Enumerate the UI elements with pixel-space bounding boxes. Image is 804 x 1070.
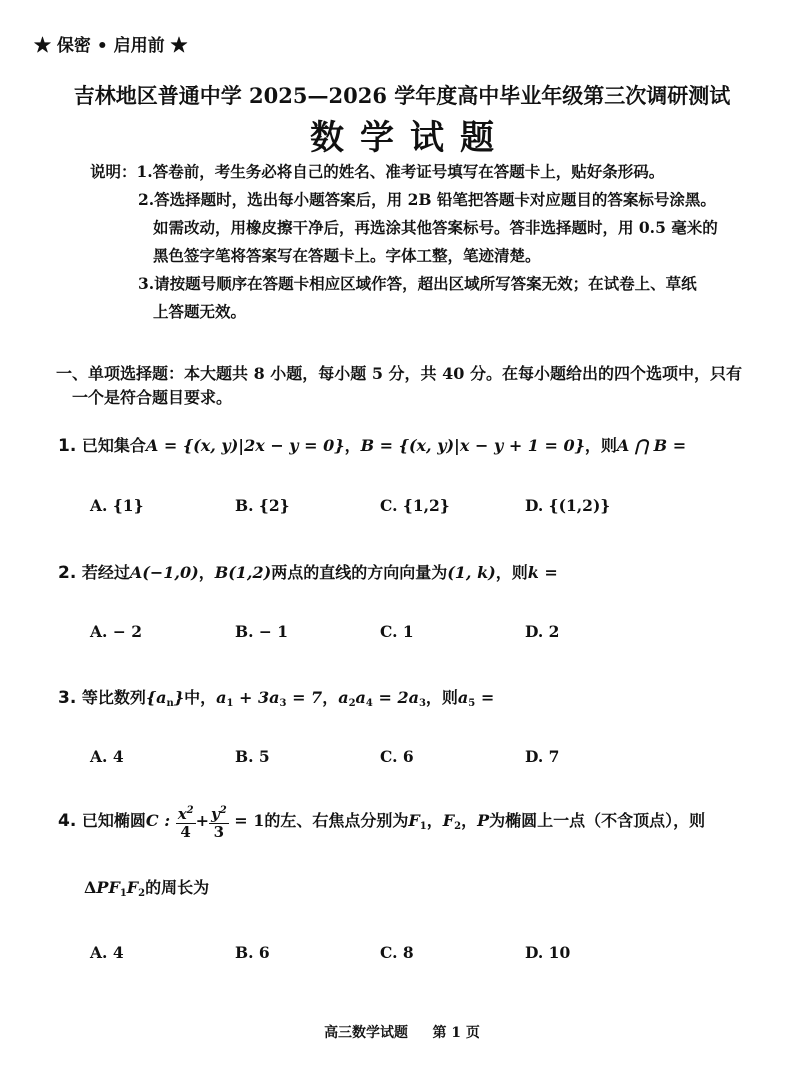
page-footer xyxy=(0,1022,804,1042)
option-a[interactable]: A. − 2 xyxy=(90,622,142,641)
option-a[interactable]: A. {1} xyxy=(90,496,144,515)
option-b[interactable]: B. {2} xyxy=(235,496,290,515)
question-text: ， xyxy=(344,436,361,455)
math-expression: $F_1$ xyxy=(408,811,427,832)
option-d[interactable]: D. 2 xyxy=(525,622,560,641)
question-text: 的周长为 xyxy=(145,878,210,897)
instruction-item: 1.答卷前，考生务必将自己的姓名、准考证号填写在答题卡上，贴好条形码。 xyxy=(136,162,665,181)
instruction-item: 3.请按题号顺序在答题卡相应区域作答，超出区域所写答案无效；在试卷上、草纸 xyxy=(138,274,697,293)
question-text: 的左、右焦点分别为 xyxy=(264,811,409,830)
instructions-label: 说明： xyxy=(90,162,137,181)
math-expression: A ⋂ B = xyxy=(616,436,687,455)
math-expression: + xyxy=(195,811,210,830)
question-number: 3. xyxy=(58,688,77,708)
option-b[interactable]: B. − 1 xyxy=(235,622,289,641)
instructions-line-1 xyxy=(90,160,664,182)
question-text: 两点的直线的方向向量为 xyxy=(271,563,448,582)
question-text: 已知椭圆 xyxy=(81,811,146,830)
math-expression: $a_1 + 3a_3 = 7$ xyxy=(216,688,323,709)
fraction: $\frac{x^2}{4}$ xyxy=(176,802,196,841)
math-expression: B = {(x, y)|x − y + 1 = 0} xyxy=(360,436,585,455)
math-expression: $\{a_n\}$ xyxy=(145,688,185,709)
question-number: 2. xyxy=(58,563,77,583)
section-heading-cont: 一个是符合题目要求。 xyxy=(72,388,233,407)
question-number: 1. xyxy=(58,436,77,456)
option-a[interactable]: A. 4 xyxy=(90,747,124,766)
math-expression: A = {(x, y)|2x − y = 0} xyxy=(145,436,345,455)
math-expression: $F_2$ xyxy=(442,811,462,832)
math-expression: $a_5$ = xyxy=(457,688,495,709)
question-2 xyxy=(58,560,558,583)
instruction-item: 2.答选择题时，选出每小题答案后，用 2B 铅笔把答题卡对应题目的答案标号涂黑。 xyxy=(138,190,716,209)
question-4-cont xyxy=(84,875,209,899)
math-expression: P xyxy=(477,811,490,830)
math-expression: = 1 xyxy=(228,811,265,830)
option-b[interactable]: B. 5 xyxy=(235,747,270,766)
question-text: ，则 xyxy=(495,563,528,582)
question-text: ， xyxy=(198,563,215,582)
section-heading: 一、单项选择题：本大题共 8 小题，每小题 5 分，共 40 分。在每小题给出的四个选项中，只有 xyxy=(56,364,742,383)
question-text: ， xyxy=(461,811,478,830)
page-number: 第 1 页 xyxy=(432,1025,480,1041)
math-expression: $\Delta PF_1F_2$ xyxy=(84,878,146,899)
math-expression: C : xyxy=(145,811,171,830)
math-expression: k = xyxy=(527,563,558,582)
subject-title: 数学试题 xyxy=(310,118,510,158)
instruction-item: 如需改动，用橡皮擦干净后，再选涂其他答案标号。答非选择题时，用 0.5 毫米的 xyxy=(153,218,718,237)
question-4 xyxy=(58,802,705,841)
math-expression: $a_2a_4 = 2a_3$ xyxy=(338,688,426,709)
question-text: 中， xyxy=(184,688,217,707)
question-text: ， xyxy=(322,688,339,707)
secrecy-label: ★ 保密 • 启用前 ★ xyxy=(34,36,188,56)
math-expression: B(1,2) xyxy=(214,563,272,582)
option-d[interactable]: D. 10 xyxy=(525,943,571,962)
instruction-item: 上答题无效。 xyxy=(153,302,247,321)
math-expression: (1, k) xyxy=(447,563,496,582)
option-c[interactable]: C. {1,2} xyxy=(380,496,450,515)
footer-label: 高三数学试题 xyxy=(324,1025,409,1041)
exam-title: 吉林地区普通中学 2025—2026 学年度高中毕业年级第三次调研测试 xyxy=(73,83,731,108)
question-text: 等比数列 xyxy=(81,688,146,707)
fraction: $\frac{y^2}{3}$ xyxy=(209,802,229,841)
question-text: ，则 xyxy=(584,436,617,455)
option-c[interactable]: C. 1 xyxy=(380,622,414,641)
option-d[interactable]: D. 7 xyxy=(525,747,560,766)
option-d[interactable]: D. {(1,2)} xyxy=(525,496,611,515)
question-text: 已知集合 xyxy=(81,436,146,455)
option-b[interactable]: B. 6 xyxy=(235,943,270,962)
instruction-item: 黑色签字笔将答案写在答题卡上。字体工整，笔迹清楚。 xyxy=(153,246,541,265)
question-text: 为椭圆上一点（不含顶点），则 xyxy=(489,811,706,830)
math-expression: A(−1,0) xyxy=(129,563,199,582)
option-c[interactable]: C. 8 xyxy=(380,943,414,962)
question-text: ，则 xyxy=(425,688,458,707)
option-c[interactable]: C. 6 xyxy=(380,747,414,766)
question-number: 4. xyxy=(58,811,77,831)
option-a[interactable]: A. 4 xyxy=(90,943,124,962)
question-1 xyxy=(58,433,686,456)
question-text: 若经过 xyxy=(81,563,130,582)
question-text: ， xyxy=(426,811,443,830)
question-3 xyxy=(58,685,494,709)
